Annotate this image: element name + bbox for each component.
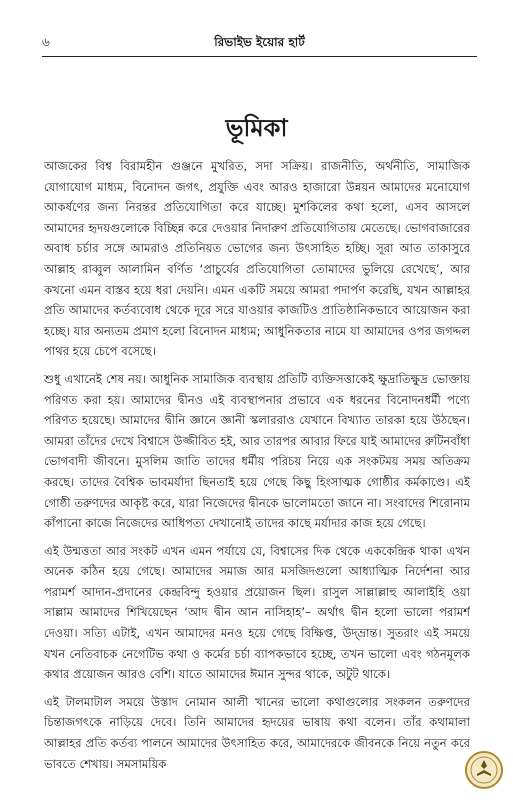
chapter-title: ভূমিকা (225, 114, 288, 142)
paragraph-1: আজকের বিশ্ব বিরামহীন গুঞ্জনে মুখরিত, সদা সক্রিয়। রাজনীতি, অর্থনীতি, সামাজিক যোগাযোগ মাধ্যম, বিনোদন জগৎ, প্রযুক্তি এবং আরও হাজারো উন্নয়ন আমাদের মনোযোগ আকর্ষণের জন্য নিরন্তর প্রতিযোগিতা করে যাচ্ছে। মুশকিলের কথা হলো, এসব আসলে আমাদের হৃদয়গুলোকে বিচ্ছিন্ন করে দেওয়ার নিদারুণ প্রতিযোগিতায় মেতেছে। ভোগবাজারের অবাধ চর্চার সঙ্গে আমরাও প্রতিনিয়ত ভোগের জন্য উৎসাহিত হচ্ছি। সূরা আত তাকাসুরে আল্লাহ রাব্বুল আলামিন বর্ণিত ‘প্রাচুর্যের প্রতিযোগিতা তোমাদের ভুলিয়ে রেখেছে’, আর কখনো এমন বাস্তব হয়ে ধরা দেয়নি। এমন একটি সময়ে আমরা পদার্পণ করেছি, যখন আল্লাহর প্রতি আমাদের কর্তব্যবোধ থেকে দূরে সরে যাওয়ার কাজটিও প্রাতিষ্ঠানিকভাবে আয়োজন করা হচ্ছে। যার অন্যতম প্রমাণ হলো বিনোদন মাধ্যম; আধুনিকতার নামে যা আমাদের ওপর জগদ্দল পাথর হয়ে চেপে বসেছে। (44, 159, 470, 359)
publisher-seal-icon (464, 750, 504, 790)
page-header (42, 34, 477, 57)
running-title: রিভাইভ ইয়োর হার্ট (214, 35, 305, 49)
paragraph-2: শুধু এখানেই শেষ নয়। আধুনিক সামাজিক ব্যবস্থায় প্রতিটি ব্যক্তিসত্তাকেই ক্ষুদ্রাতিক্ষুদ্র ভোক্তায় পরিণত করা হয়। আমাদের দ্বীনও এই ব্যবস্থাপনার প্রভাবে এক ধরনের বিনোদনধর্মী পণ্যে পরিণত হয়েছে। আমাদের দ্বীনি জ্ঞানে জ্ঞানী স্কলাররাও যেখানে বিখ্যাত তারকা হয়ে উঠছেন। আমরা তাঁদের দেখে বিশ্বাসে উজ্জীবিত হই, আর তারপর আবার ফিরে যাই আমাদের রুটিনবাঁধা ভোগবাদী জীবনে। মুসলিম জাতি তাদের ধর্মীয় পরিচয় নিয়ে এক সংকটময় সময় অতিক্রম করছে। তাদের বৈশ্বিক ভাবমর্যাদা ছিনতাই হয়ে গেছে কিছু হিংসাত্মক গোষ্ঠীর কর্মকাণ্ডে। এই গোষ্ঠী তরুণদের আকৃষ্ট করে, যারা নিজেদের দ্বীনকে ভালোমতো জানে না। সংবাদের শিরোনাম কাঁপানো কাজে নিজেদের আধিপত্য দেখানোই তাদের কাছে মর্যাদার কাজ হয়ে গেছে। (44, 371, 470, 531)
paragraph-3: এই উন্মত্ততা আর সংকট এখন এমন পর্যায়ে যে, বিশ্বাসের দিক থেকে এককেন্দ্রিক থাকা এখন অনেক কঠিন হয়ে গেছে। আমাদের সমাজ আর মসজিদগুলো আধ্যাত্মিক নির্দেশনা আর পরামর্শ আদান-প্রদানের কেন্দ্রবিন্দু হওয়ার প্রয়োজন ছিল। রাসুল সাল্লাল্লাহু আলাইহি ওয়া সাল্লাম আমাদের শিখিয়েছেন ‘আদ দ্বীন আন নাসিহাহ’– অর্থাৎ দ্বীন হলো ভালো পরামর্শ দেওয়া। সত্যি এটাই, এখন আমাদের মনও হয়ে গেছে বিক্ষিপ্ত, উদ্‌ভ্রান্ত। সুতরাং এই সময়ে যখন নেতিবাচক নেগেটিভ কথা ও কর্মের চর্চা ব্যাপকভাবে হচ্ছে, তখন ভালো এবং গঠনমূলক কথার প্রয়োজন আরও বেশি। যাতে আমাদের ঈমান সুন্দর থাকে, অটুট থাকে। (44, 543, 470, 682)
page-number: ৬ (42, 35, 50, 49)
body-text (44, 156, 470, 771)
paragraph-4: এই টালমাটাল সময়ে উস্তাদ নোমান আলী খানের ভালো কথাগুলোর সংকলন তরুণদের চিন্তাজগৎকে নাড়িয়ে দেবে। তিনি আমাদের হৃদয়ের ভাষায় কথা বলেন। তাঁর কথামালা আল্লাহর প্রতি কর্তব্য পালনে আমাদের উৎসাহিত করে, আমাদেরকে জীবনকে নিয়ে নতুন করে ভাবতে শেখায়। সমসাময়িক (44, 694, 470, 771)
